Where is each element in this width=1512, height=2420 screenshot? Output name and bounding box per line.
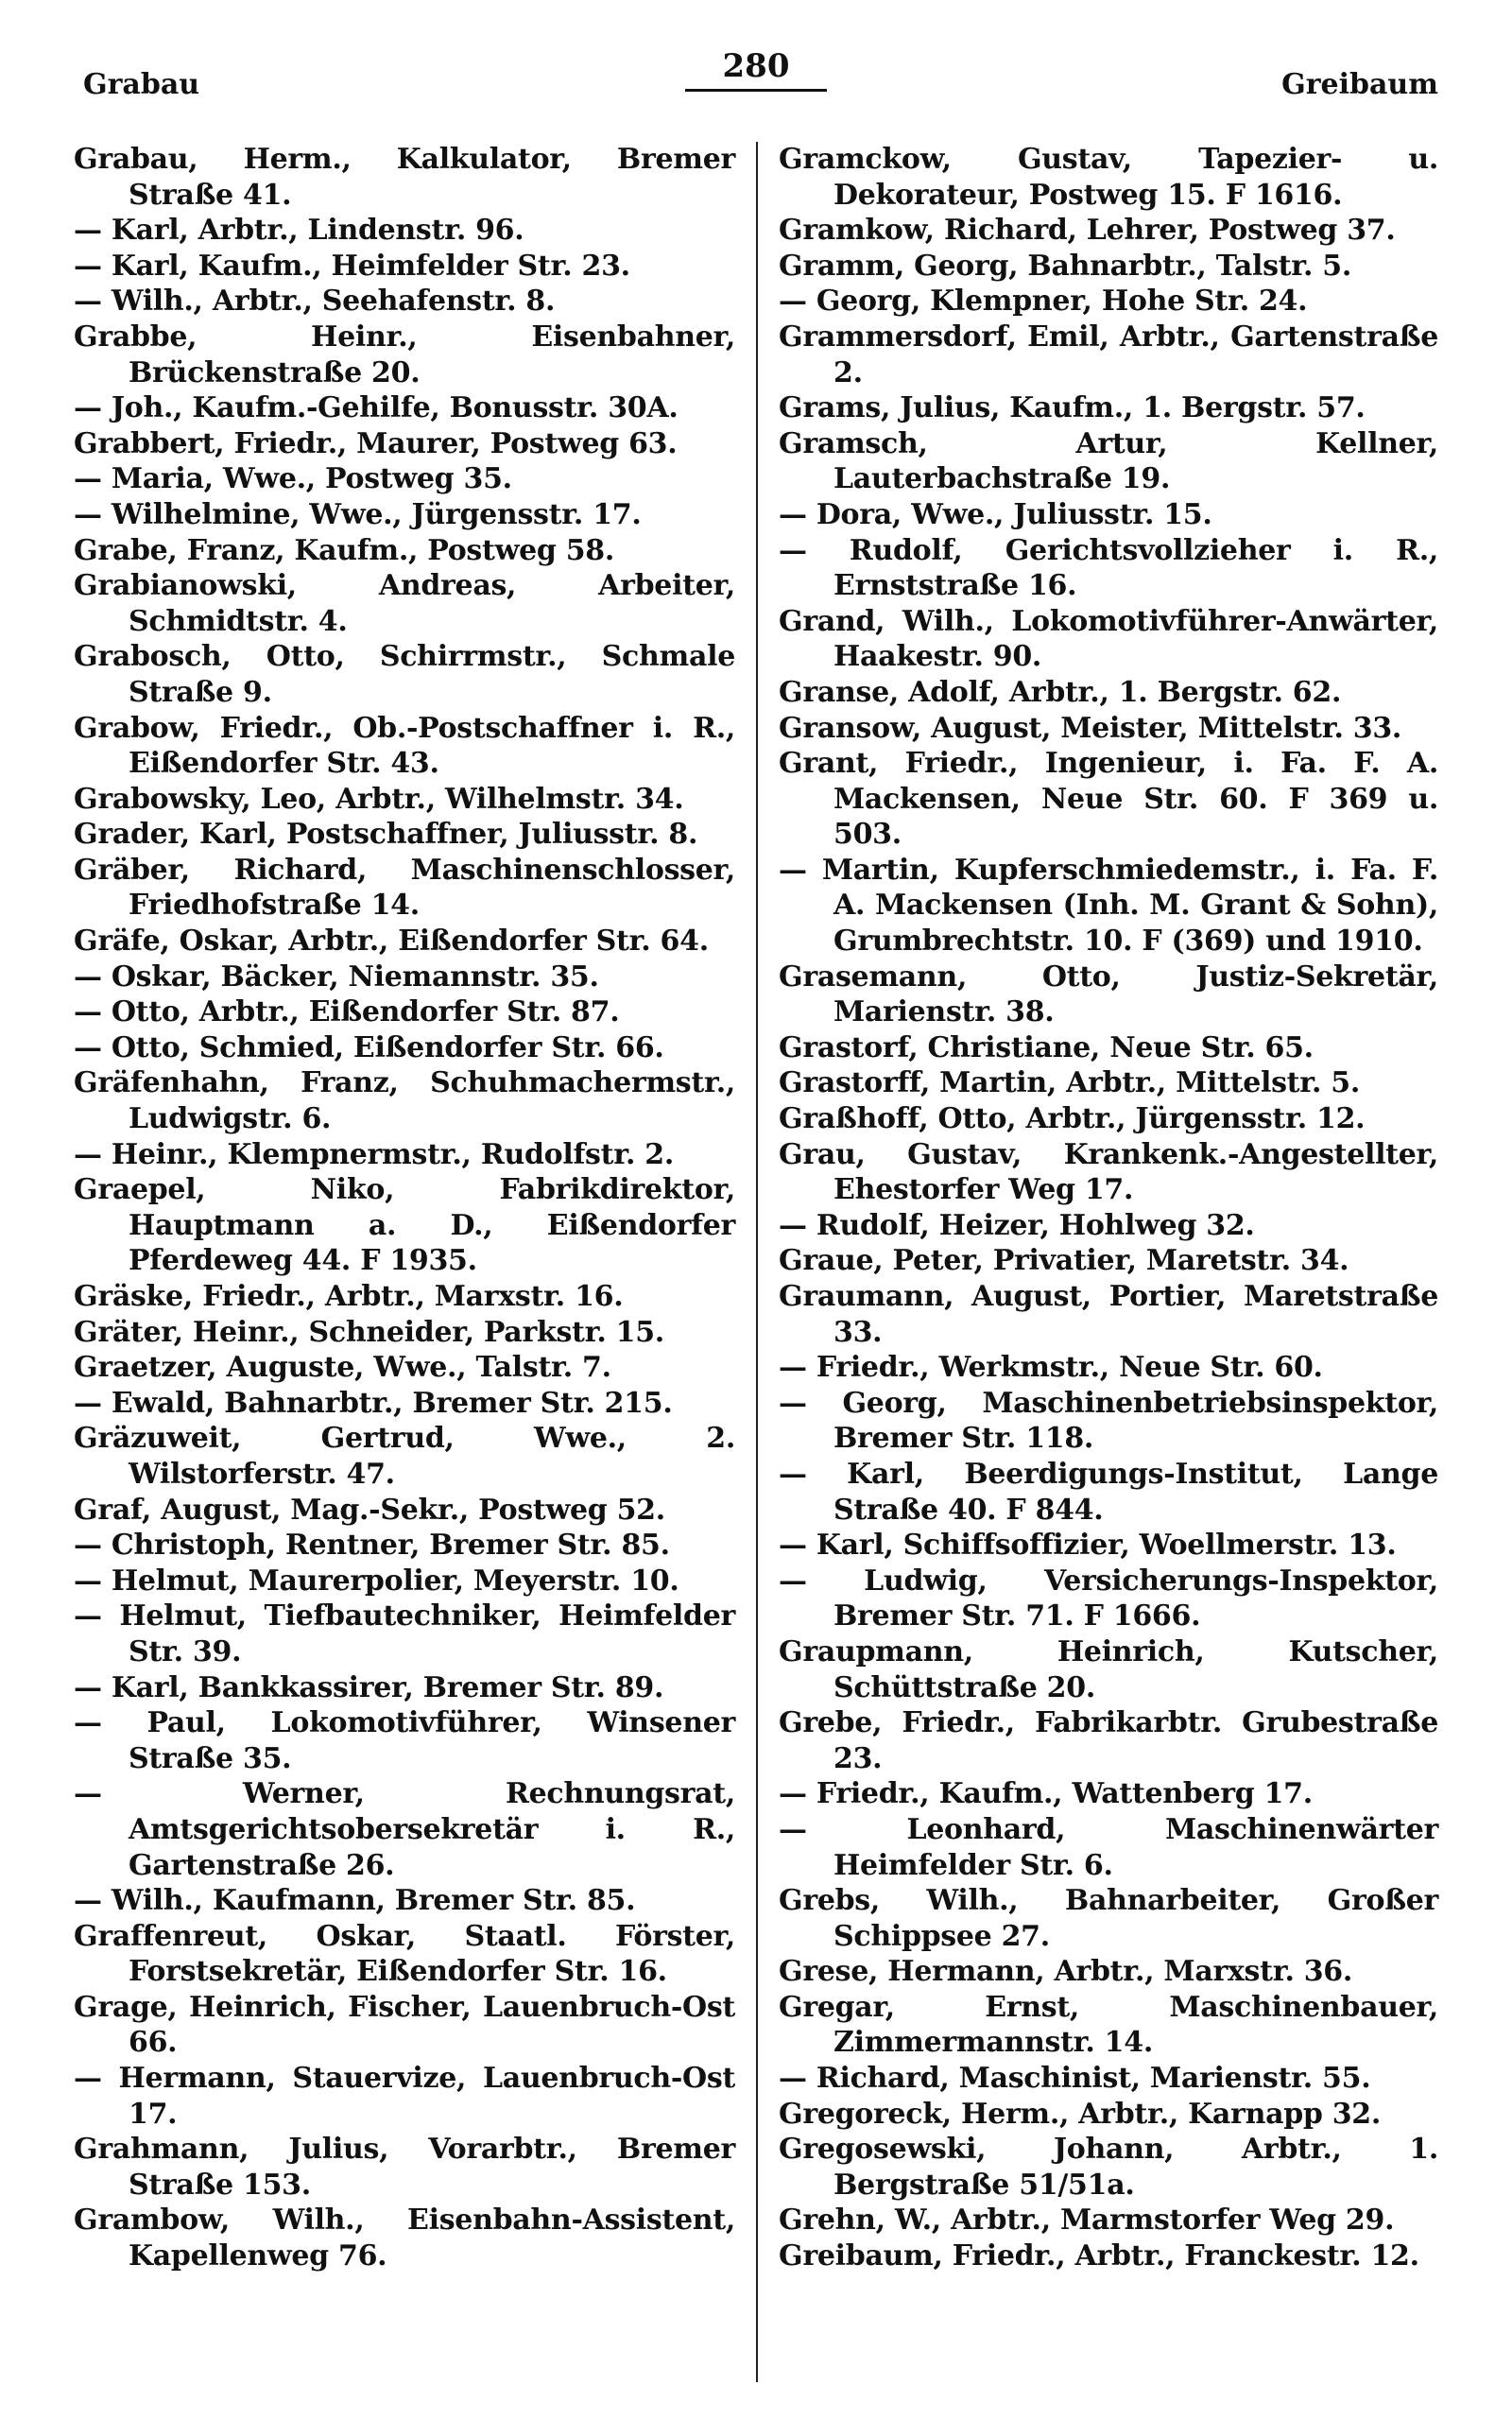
directory-entry: Graffenreut, Oskar, Staatl. Förster, Forstsekretär, Eißendorfer Str. 16. bbox=[74, 1919, 735, 1989]
directory-entry: — Otto, Arbtr., Eißendorfer Str. 87. bbox=[74, 995, 620, 1029]
directory-entry: Grams, Julius, Kaufm., 1. Bergstr. 57. bbox=[779, 391, 1366, 425]
directory-entry: Gräter, Heinr., Schneider, Parkstr. 15. bbox=[74, 1315, 664, 1349]
right-column bbox=[756, 142, 1438, 2382]
directory-entry: Gransow, August, Meister, Mittelstr. 33. bbox=[779, 711, 1402, 745]
directory-entry: Grader, Karl, Postschaffner, Juliusstr. 8. bbox=[74, 818, 698, 852]
directory-entry: Grastorff, Martin, Arbtr., Mittelstr. 5. bbox=[779, 1066, 1360, 1100]
directory-entry: Gräfe, Oskar, Arbtr., Eißendorfer Str. 64. bbox=[74, 925, 709, 959]
directory-entry: Grasemann, Otto, Justiz-Sekretär, Marienstr. 38. bbox=[779, 959, 1438, 1029]
directory-entry: — Martin, Kupferschmiedemstr., i. Fa. F. A. Mackensen (Inh. M. Grant & Sohn), Grumbrechtstr. 10. F (369) und 1910. bbox=[779, 853, 1438, 959]
directory-entry: Graumann, August, Portier, Maretstraße 33. bbox=[779, 1280, 1438, 1349]
directory-entry: — Georg, Maschinenbetriebsinspektor, Bremer Str. 118. bbox=[779, 1386, 1438, 1456]
directory-entry: Grabbert, Friedr., Maurer, Postweg 63. bbox=[74, 426, 678, 460]
directory-entry: Grambow, Wilh., Eisenbahn-Assistent, Kapellenweg 76. bbox=[74, 2204, 735, 2273]
directory-entry: — Friedr., Kaufm., Wattenberg 17. bbox=[779, 1777, 1313, 1811]
directory-entry: Grebs, Wilh., Bahnarbeiter, Großer Schippsee 27. bbox=[779, 1884, 1438, 1953]
directory-entry: Grastorf, Christiane, Neue Str. 65. bbox=[779, 1030, 1314, 1064]
directory-entry: Grabow, Friedr., Ob.-Postschaffner i. R., Eißendorfer Str. 43. bbox=[74, 711, 735, 781]
directory-entry: — Karl, Schiffsoffizier, Woellmerstr. 13. bbox=[779, 1529, 1397, 1563]
directory-entry: Gräber, Richard, Maschinenschlosser, Friedhofstraße 14. bbox=[74, 853, 735, 923]
directory-entry: Gramckow, Gustav, Tapezier- u. Dekorateur, Postweg 15. F 1616. bbox=[779, 143, 1438, 212]
directory-entry: Grebe, Friedr., Fabrikarbtr. Grubestraße 23. bbox=[779, 1706, 1438, 1775]
directory-entry: — Leonhard, Maschinenwärter Heimfelder Str. 6. bbox=[779, 1812, 1438, 1882]
directory-entry: Grammersdorf, Emil, Arbtr., Gartenstraße 2. bbox=[779, 320, 1438, 389]
directory-entry: Grese, Hermann, Arbtr., Marxstr. 36. bbox=[779, 1955, 1353, 1989]
directory-entry: Graue, Peter, Privatier, Maretstr. 34. bbox=[779, 1244, 1349, 1278]
directory-entry: Gräfenhahn, Franz, Schuhmachermstr., Ludwigstr. 6. bbox=[74, 1066, 735, 1136]
directory-columns bbox=[74, 142, 1438, 2382]
directory-entry: — Werner, Rechnungsrat, Amtsgerichtsobersekretär i. R., Gartenstraße 26. bbox=[74, 1777, 735, 1882]
directory-entry: — Helmut, Maurerpolier, Meyerstr. 10. bbox=[74, 1564, 679, 1598]
directory-entry: — Joh., Kaufm.-Gehilfe, Bonusstr. 30A. bbox=[74, 391, 679, 425]
directory-entry: — Richard, Maschinist, Marienstr. 55. bbox=[779, 2062, 1371, 2096]
left-column bbox=[74, 142, 756, 2382]
directory-entry: Grabowsky, Leo, Arbtr., Wilhelmstr. 34. bbox=[74, 782, 684, 816]
directory-entry: Gräzuweit, Gertrud, Wwe., 2. Wilstorferstr. 47. bbox=[74, 1422, 735, 1491]
running-head-left: Grabau bbox=[83, 68, 200, 101]
directory-entry: — Wilh., Kaufmann, Bremer Str. 85. bbox=[74, 1884, 636, 1918]
directory-entry: — Wilh., Arbtr., Seehafenstr. 8. bbox=[74, 285, 556, 319]
directory-entry: — Rudolf, Heizer, Hohlweg 32. bbox=[779, 1208, 1255, 1242]
directory-entry: — Maria, Wwe., Postweg 35. bbox=[74, 462, 512, 496]
directory-entry: — Hermann, Stauervize, Lauenbruch-Ost 17. bbox=[74, 2062, 735, 2131]
directory-entry: Gramm, Georg, Bahnarbtr., Talstr. 5. bbox=[779, 249, 1352, 283]
directory-entry: Graupmann, Heinrich, Kutscher, Schüttstraße 20. bbox=[779, 1634, 1438, 1704]
directory-entry: — Karl, Beerdigungs-Institut, Lange Straße 40. F 844. bbox=[779, 1457, 1438, 1527]
page-number: 280 bbox=[685, 47, 827, 92]
directory-entry: Grage, Heinrich, Fischer, Lauenbruch-Ost 66. bbox=[74, 1990, 735, 2060]
directory-entry: Grabbe, Heinr., Eisenbahner, Brückenstraße 20. bbox=[74, 320, 735, 389]
directory-entry: — Oskar, Bäcker, Niemannstr. 35. bbox=[74, 959, 599, 994]
directory-entry: — Ewald, Bahnarbtr., Bremer Str. 215. bbox=[74, 1386, 673, 1420]
directory-entry: — Paul, Lokomotivführer, Winsener Straße 35. bbox=[74, 1706, 735, 1775]
directory-entry: Granse, Adolf, Arbtr., 1. Bergstr. 62. bbox=[779, 675, 1342, 709]
directory-entry: — Friedr., Werkmstr., Neue Str. 60. bbox=[779, 1351, 1323, 1385]
directory-entry: Grabianowski, Andreas, Arbeiter, Schmidtstr. 4. bbox=[74, 569, 735, 638]
directory-entry: Greibaum, Friedr., Arbtr., Franckestr. 12. bbox=[779, 2239, 1419, 2273]
directory-entry: — Heinr., Klempnermstr., Rudolfstr. 2. bbox=[74, 1137, 674, 1171]
directory-entry: Graepel, Niko, Fabrikdirektor, Hauptmann a. D., Eißendorfer Pferdeweg 44. F 1935. bbox=[74, 1173, 735, 1278]
directory-entry: — Ludwig, Versicherungs-Inspektor, Bremer Str. 71. F 1666. bbox=[779, 1564, 1438, 1634]
page-header bbox=[74, 47, 1438, 123]
directory-entry: Grau, Gustav, Krankenk.-Angestellter, Ehestorfer Weg 17. bbox=[779, 1137, 1438, 1207]
directory-entry: Grabe, Franz, Kaufm., Postweg 58. bbox=[74, 533, 615, 567]
directory-entry: Gräske, Friedr., Arbtr., Marxstr. 16. bbox=[74, 1280, 624, 1313]
directory-entry: Grant, Friedr., Ingenieur, i. Fa. F. A. Mackensen, Neue Str. 60. F 369 u. 503. bbox=[779, 747, 1438, 852]
directory-entry: Grabau, Herm., Kalkulator, Bremer Straße 41. bbox=[74, 143, 735, 212]
directory-entry: — Georg, Klempner, Hohe Str. 24. bbox=[779, 285, 1308, 319]
directory-entry: Gregosewski, Johann, Arbtr., 1. Bergstraße 51/51a. bbox=[779, 2133, 1438, 2202]
directory-entry: Grabosch, Otto, Schirrmstr., Schmale Straße 9. bbox=[74, 640, 735, 709]
directory-entry: Graf, August, Mag.-Sekr., Postweg 52. bbox=[74, 1493, 665, 1527]
directory-entry: — Christoph, Rentner, Bremer Str. 85. bbox=[74, 1529, 670, 1563]
directory-entry: Grehn, W., Arbtr., Marmstorfer Weg 29. bbox=[779, 2204, 1395, 2238]
running-head-right: Greibaum bbox=[1281, 68, 1438, 101]
directory-entry: Grahmann, Julius, Vorarbtr., Bremer Straße 153. bbox=[74, 2133, 735, 2202]
directory-entry: Graßhoff, Otto, Arbtr., Jürgensstr. 12. bbox=[779, 1102, 1366, 1136]
directory-entry: Gramkow, Richard, Lehrer, Postweg 37. bbox=[779, 214, 1396, 248]
directory-entry: Graetzer, Auguste, Wwe., Talstr. 7. bbox=[74, 1351, 611, 1385]
directory-entry: — Helmut, Tiefbautechniker, Heimfelder Str. 39. bbox=[74, 1599, 735, 1668]
directory-entry: — Dora, Wwe., Juliusstr. 15. bbox=[779, 497, 1212, 531]
directory-entry: Gramsch, Artur, Kellner, Lauterbachstraße 19. bbox=[779, 426, 1438, 496]
directory-entry: Grand, Wilh., Lokomotivführer-Anwärter, Haakestr. 90. bbox=[779, 604, 1438, 674]
directory-entry: — Karl, Arbtr., Lindenstr. 96. bbox=[74, 214, 524, 248]
directory-entry: Gregoreck, Herm., Arbtr., Karnapp 32. bbox=[779, 2097, 1382, 2131]
directory-entry: — Rudolf, Gerichtsvollzieher i. R., Ernststraße 16. bbox=[779, 533, 1438, 603]
directory-entry: — Karl, Bankkassirer, Bremer Str. 89. bbox=[74, 1670, 664, 1704]
directory-entry: — Karl, Kaufm., Heimfelder Str. 23. bbox=[74, 249, 630, 283]
directory-entry: — Wilhelmine, Wwe., Jürgensstr. 17. bbox=[74, 497, 642, 531]
directory-entry: Gregar, Ernst, Maschinenbauer, Zimmermannstr. 14. bbox=[779, 1990, 1438, 2060]
directory-entry: — Otto, Schmied, Eißendorfer Str. 66. bbox=[74, 1030, 664, 1064]
directory-page bbox=[74, 47, 1438, 2382]
